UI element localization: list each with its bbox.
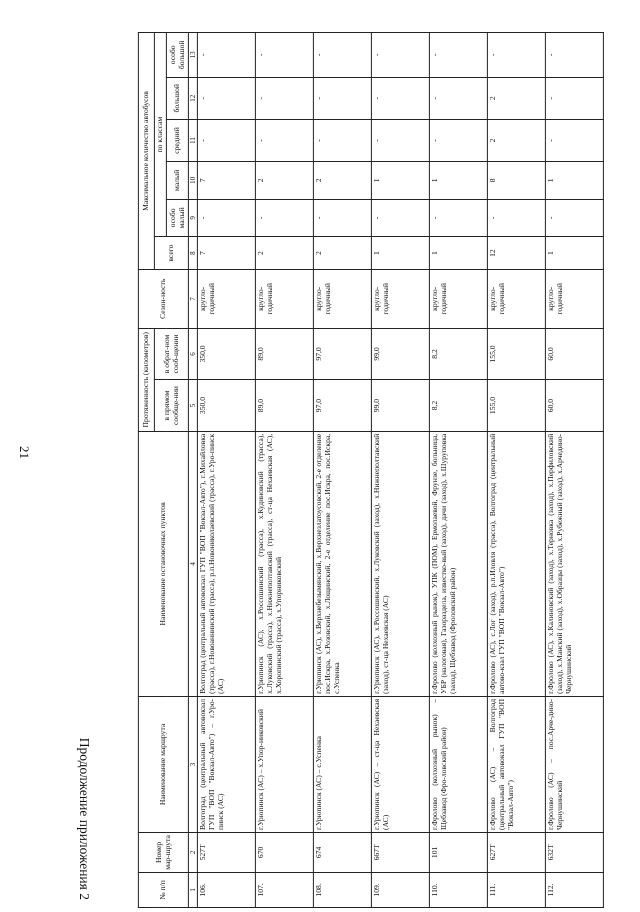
header-extra-small: особо малый	[166, 199, 188, 237]
stops-list: г.Урюпинск (АС), х.Россошинский, х.Луковский (заход), х.Нижнеполтавский (заход), ст-ца Нехаевская (АС)	[372, 431, 430, 696]
header-length: Протяженность (километров)	[138, 328, 154, 431]
seasonality: кругло-годичный	[546, 269, 604, 328]
length-forward: 350,0	[198, 380, 256, 432]
buses-extra-large: -	[488, 33, 546, 78]
buses-small: 7	[198, 162, 256, 200]
stops-list: г.Фролово (АС), х.Калиновский (заход), х.Терновка (заход), х.Перфиловский (заход), х.Манский (заход), х.Образцы (заход), х.Рубежный (заход), х.Арчедино-Чернушинский	[546, 431, 604, 696]
buses-large: -	[256, 77, 314, 119]
buses-small: 1	[430, 162, 488, 200]
header-medium: средний	[166, 119, 188, 161]
routes-table	[138, 32, 604, 908]
row-number: 108.	[314, 872, 372, 907]
header-n: № п/п	[138, 872, 188, 907]
buses-medium: -	[372, 119, 430, 161]
route-name: г.Урюпинск (АС) – с.Успенка	[314, 696, 372, 832]
column-number: 12	[188, 77, 197, 119]
stops-list: Волгоград (центральный автовокзал ГУП "ВОП "Вокзал-Авто"), г.Михайловка (трасса), г.Новоаннинский (трасса), р.п.Новониколаевский (трасса), г.Уро-пинск (АС)	[198, 431, 256, 696]
route-number: 101	[430, 832, 488, 872]
buses-extra-large: -	[198, 33, 256, 78]
stops-list: г.Урюпинск (АС), х.Верхнебезымянский, х.Верхнезлатоусовский, 2-е отделение пос.Искра, х.Розовский, х.Лощинский, 2-е отделение пос.Искра, пос.Искра, с.Успенка	[314, 431, 372, 696]
buses-extra-small: -	[430, 199, 488, 237]
header-by-class: по классам	[154, 33, 166, 237]
stops-list: г.Урюпинск (АС), х.Россошинский (трасса), х.Кудиновский (трасса), х.Луковский (трасса), х.Нижнеполтавский (трасса), ст-ца Нехаевская (АС), х.Хоропинский (трасса), х.Упорниковский	[256, 431, 314, 696]
buses-medium: -	[198, 119, 256, 161]
buses-total: 1	[546, 237, 604, 270]
buses-small: 2	[314, 162, 372, 200]
route-number: 667Т	[372, 832, 430, 872]
buses-total: 2	[256, 237, 314, 270]
buses-extra-large: -	[314, 33, 372, 78]
header-stops: Наименование остановочных пунктов	[138, 431, 188, 696]
length-forward: 97,0	[314, 380, 372, 432]
column-number: 6	[188, 328, 197, 380]
header-route-no: Номер мар-шрута	[138, 832, 188, 872]
buses-large: -	[198, 77, 256, 119]
buses-large: -	[546, 77, 604, 119]
buses-extra-small: -	[488, 199, 546, 237]
header-length-back: в обрат-ном сооб-щении	[154, 328, 188, 380]
column-number: 3	[188, 696, 197, 832]
table-row	[372, 33, 430, 908]
route-name: г.Фролово (колхозный рынок) – Щебзавод (Фро-ловский район)	[430, 696, 488, 832]
seasonality: кругло-годичный	[430, 269, 488, 328]
buses-small: 2	[256, 162, 314, 200]
buses-total: 12	[488, 237, 546, 270]
length-forward: 99,0	[372, 380, 430, 432]
buses-extra-small: -	[198, 199, 256, 237]
buses-extra-small: -	[314, 199, 372, 237]
column-number: 2	[188, 832, 197, 872]
length-forward: 8,2	[430, 380, 488, 432]
length-back: 8,2	[430, 328, 488, 380]
seasonality: кругло-годичный	[314, 269, 372, 328]
table-row	[198, 33, 256, 908]
column-number: 11	[188, 119, 197, 161]
header-total: всего	[154, 237, 188, 270]
buses-total: 1	[372, 237, 430, 270]
buses-medium: -	[430, 119, 488, 161]
buses-medium: -	[546, 119, 604, 161]
stops-list: г.Фролово (АС), с.Лог (заход), р.п.Иловля (трасса), Волгоград (центральный автово-кзал ГУП "ВОП "Вокзал-Авто")	[488, 431, 546, 696]
table-row	[314, 33, 372, 908]
buses-large: -	[372, 77, 430, 119]
buses-extra-large: -	[430, 33, 488, 78]
buses-extra-small: -	[372, 199, 430, 237]
buses-extra-large: -	[546, 33, 604, 78]
column-number: 7	[188, 269, 197, 328]
table-body	[198, 33, 604, 908]
column-number: 5	[188, 380, 197, 432]
length-back: 60,0	[546, 328, 604, 380]
length-back: 350,0	[198, 328, 256, 380]
length-back: 97,0	[314, 328, 372, 380]
buses-total: 7	[198, 237, 256, 270]
buses-medium: -	[256, 119, 314, 161]
column-number: 13	[188, 33, 197, 78]
header-extra-large: особо большой	[166, 33, 188, 78]
buses-medium: -	[314, 119, 372, 161]
header-small: малый	[166, 162, 188, 200]
route-name: Волгоград (центральный автовокзал ГУП "ВОП "Вокзал-Авто") – г.Уро-пинск (АС)	[198, 696, 256, 832]
buses-total: 1	[430, 237, 488, 270]
header-length-forward: в прямом сообще-нии	[154, 380, 188, 432]
buses-small: 8	[488, 162, 546, 200]
table-row	[546, 33, 604, 908]
buses-extra-large: -	[256, 33, 314, 78]
length-back: 89,0	[256, 328, 314, 380]
row-number: 106.	[198, 872, 256, 907]
header-route-name: Наименование маршрута	[138, 696, 188, 832]
header-max-buses: Максимальное количество автобусов	[138, 33, 154, 270]
seasonality: кругло-годичный	[372, 269, 430, 328]
buses-small: 1	[546, 162, 604, 200]
buses-large: 2	[488, 77, 546, 119]
table-row	[256, 33, 314, 908]
column-number: 1	[188, 872, 197, 907]
page-number: 21	[17, 446, 32, 459]
row-number: 110.	[430, 872, 488, 907]
column-number: 9	[188, 199, 197, 237]
length-forward: 60,0	[546, 380, 604, 432]
buses-total: 2	[314, 237, 372, 270]
column-number: 4	[188, 431, 197, 696]
row-number: 111.	[488, 872, 546, 907]
buses-extra-small: -	[546, 199, 604, 237]
header-season: Сезон-ность	[138, 269, 188, 328]
buses-medium: 2	[488, 119, 546, 161]
length-forward: 155,0	[488, 380, 546, 432]
route-name: г.Урюпинск (АС) – х.Упор-никовский	[256, 696, 314, 832]
seasonality: кругло-годичный	[256, 269, 314, 328]
length-back: 155,0	[488, 328, 546, 380]
route-name: г.Урюпинск (АС) – ст-ца Нехаевская (АС)	[372, 696, 430, 832]
table-header	[138, 33, 197, 908]
header-large: большой	[166, 77, 188, 119]
stops-list: г.Фролово (колхозный рынок), УПК (ПОМ), Ермолаевой, Фрунзе, больница, УБР (налоговая), Газораздела, известко-вый (заход), дачи (заход), х.Шуруповка (заход), Щебзавод (Фроловский район)	[430, 431, 488, 696]
row-number: 109.	[372, 872, 430, 907]
route-number: 632Т	[546, 832, 604, 872]
table-row	[488, 33, 546, 908]
buses-extra-large: -	[372, 33, 430, 78]
continuation-title: Продолжение приложения 2	[77, 737, 92, 900]
route-number: 670	[256, 832, 314, 872]
route-number: 527Т	[198, 832, 256, 872]
length-back: 99,0	[372, 328, 430, 380]
buses-small: 1	[372, 162, 430, 200]
row-number: 112.	[546, 872, 604, 907]
length-forward: 89,0	[256, 380, 314, 432]
column-numbers-row	[188, 33, 197, 908]
seasonality: кругло-годичный	[198, 269, 256, 328]
route-number: 674	[314, 832, 372, 872]
route-name: г.Фролово (АС) – пос.Арче-дино-Чернушинский	[546, 696, 604, 832]
seasonality: кругло-годичный	[488, 269, 546, 328]
row-number: 107.	[256, 872, 314, 907]
route-name: г.Фролово (АС) – Волгоград (центральный автовокзал ГУП "ВОП "Вокзал-Авто")	[488, 696, 546, 832]
column-number: 10	[188, 162, 197, 200]
route-number: 627Т	[488, 832, 546, 872]
buses-large: -	[314, 77, 372, 119]
table-row	[430, 33, 488, 908]
buses-large: -	[430, 77, 488, 119]
buses-extra-small: -	[256, 199, 314, 237]
column-number: 8	[188, 237, 197, 270]
